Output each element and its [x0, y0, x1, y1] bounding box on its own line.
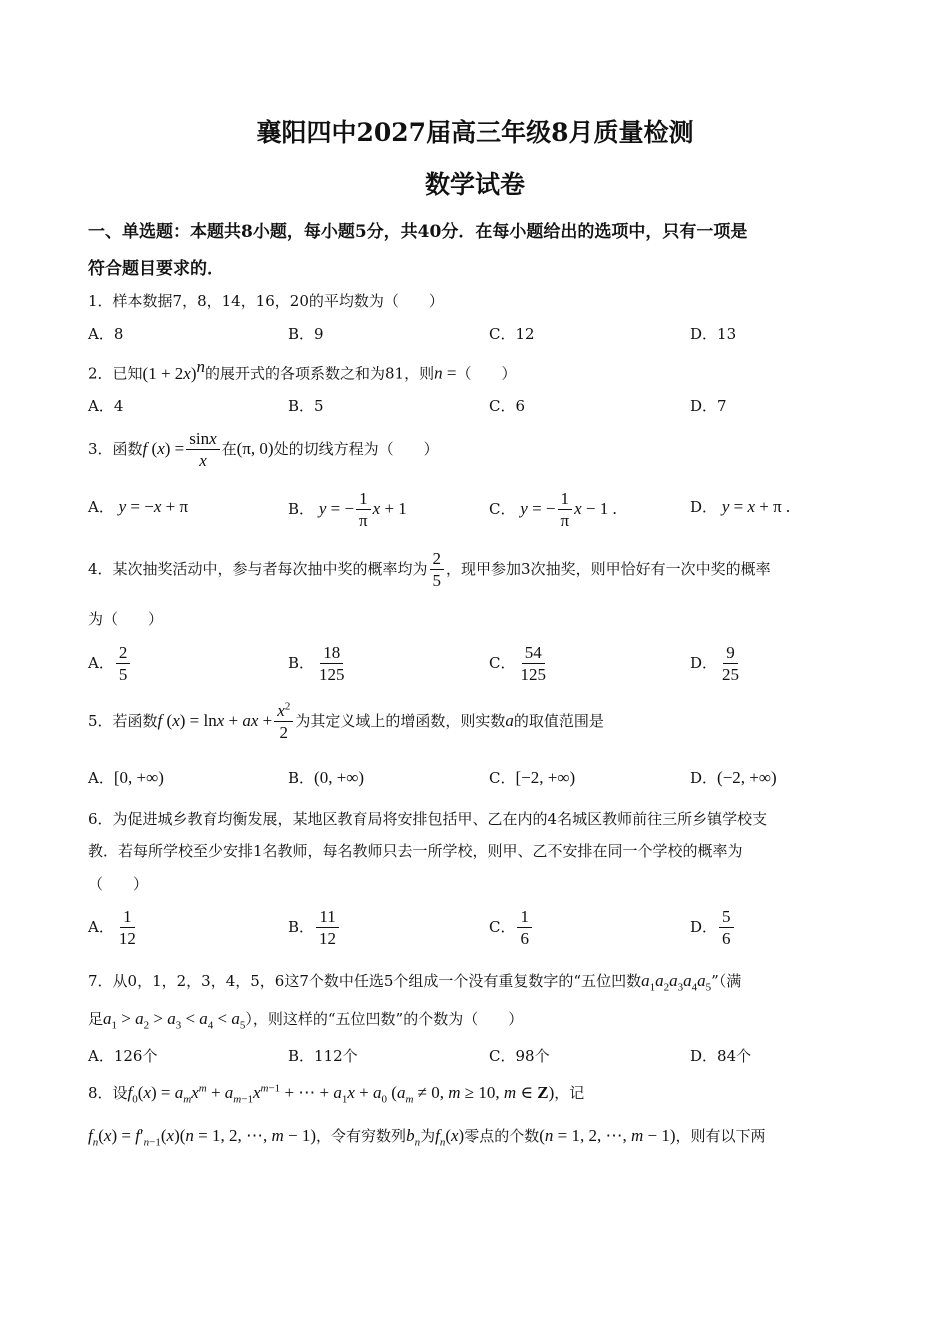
q3-point: (π, 0) — [236, 438, 274, 458]
q6-option-c — [489, 906, 534, 950]
question-4-stem-line2: 为（ ） — [88, 610, 164, 628]
q5-option-b — [288, 767, 364, 788]
q4-option-a — [88, 642, 132, 686]
q5-option-b-label: B． — [288, 769, 315, 787]
q3-option-d-expr: y = x + π . — [721, 497, 791, 516]
question-5-stem — [88, 700, 604, 744]
q3-option-c — [489, 488, 617, 532]
q2-option-d: D．7 — [690, 397, 727, 415]
q8-tail1: ，记 — [554, 1084, 585, 1102]
q4-option-d-label: D． — [690, 653, 718, 672]
q3-tail: 处的切线方程为（ ） — [273, 439, 439, 458]
q4-option-c — [489, 642, 551, 686]
q7-line2-tail: ），则这样的“五位凹数”的个数为（ ） — [245, 1010, 524, 1028]
q3-prefix: 3．函数 — [88, 439, 143, 458]
q2-mid-text: 的展开式的各项系数之和为81，则 — [205, 364, 435, 383]
q3-fraction: $\frac{\sin x}{x}$ — [186, 428, 219, 472]
question-4-stem-line1 — [88, 548, 771, 592]
q4-option-b-label: B． — [288, 653, 315, 672]
q4-option-d-fraction: $\frac{9}{25}$ — [722, 643, 740, 685]
q7-tail: ”（满 — [711, 972, 742, 990]
q2-option-c: C．6 — [489, 397, 526, 415]
q4-option-b — [288, 642, 350, 686]
q3-mid-text: 在 — [221, 439, 237, 458]
q5-option-c-label: C． — [489, 769, 516, 787]
q7-digits: $a_1a_2a_3a_4a_5$ — [641, 971, 712, 994]
q5-option-d-interval: (−2, +∞) — [717, 768, 777, 787]
q8-prefix: 8．设 — [88, 1084, 128, 1102]
question-3-stem — [88, 428, 439, 472]
q6-option-c-label: C． — [489, 917, 516, 936]
q6-option-a-label: A． — [88, 917, 114, 936]
q7-option-b: B．112个 — [288, 1047, 358, 1065]
q5-option-c-interval: [−2, +∞) — [515, 768, 576, 787]
q6-option-b-fraction: $\frac{11}{12}$ — [316, 906, 339, 950]
question-2-stem — [88, 357, 516, 384]
question-7-line2 — [88, 1008, 523, 1031]
section-heading-line2: 符合题目要求的． — [88, 259, 224, 279]
question-6-line2: 教．若每所学校至少安排1名教师，每名教师只去一所学校，则甲、乙不安排在同一个学校的概率为 — [88, 842, 743, 860]
q3-option-b-fraction: $\frac{1}{\pi}$ — [356, 488, 371, 532]
exam-title: 襄阳四中2027届高三年级8月质量检测 — [256, 118, 694, 147]
q8-tail2: ，则有以下两 — [675, 1127, 766, 1145]
q7-condition: $a_1 > a_2 > a_3 < a_4 < a_5$ — [103, 1009, 246, 1032]
q3-option-b-label: B． — [288, 499, 315, 518]
q4-tail: ，现甲参加3次抽奖，则甲恰好有一次中奖的概率 — [446, 559, 771, 578]
q1-option-d: D．13 — [690, 325, 737, 343]
q5-option-d-label: D． — [690, 769, 718, 787]
q5-var-a: a — [505, 710, 514, 730]
q6-option-a — [88, 906, 141, 950]
q2-n-var: n = — [434, 363, 457, 383]
q1-option-b: B．9 — [288, 325, 324, 343]
q3-option-c-rest: x − 1 . — [574, 498, 617, 518]
q3-option-b-rest: x + 1 — [372, 498, 407, 518]
q4-head: 4．某次抽奖活动中，参与者每次抽中奖的概率均为 — [88, 559, 428, 578]
q3-option-a — [88, 496, 188, 517]
q7-line2-head: 足 — [88, 1010, 104, 1028]
q3-option-b-expr: y = − — [318, 498, 355, 518]
q5-prefix: 5．若函数 — [88, 711, 158, 730]
question-8-line2 — [88, 1125, 766, 1148]
q6-option-b — [288, 906, 341, 950]
q7-option-c: C．98个 — [489, 1047, 550, 1065]
q6-option-d — [690, 906, 736, 950]
q5-function: f (x) = lnx + ax + — [157, 710, 273, 730]
q5-option-c — [489, 767, 575, 788]
q7-head: 7．从0，1，2，3，4，5，6这7个数中任选5个组成一个没有重复数字的“五位凹数 — [88, 972, 642, 990]
q6-option-c-fraction: $\frac{1}{6}$ — [517, 906, 532, 950]
q2-tail: （ ） — [456, 364, 517, 383]
q4-option-a-fraction: $\frac{2}{5}$ — [116, 642, 131, 686]
question-1-stem: 1．样本数据7，8，14，16，20的平均数为（ ） — [88, 292, 444, 310]
q3-option-d-label: D． — [690, 498, 718, 516]
question-6-line3: （ ） — [88, 875, 149, 893]
q8-derivative-def: $f_n(x) = f'_{n-1}(x)(n = 1$, 2, ⋯, m − 1) — [88, 1126, 317, 1149]
question-8-line1 — [88, 1082, 584, 1105]
section-heading-line1: 一、单选题：本题共8小题，每小题5分，共40分．在每小题给出的选项中，只有一项是 — [88, 222, 748, 242]
q3-option-c-fraction: $\frac{1}{\pi}$ — [558, 488, 573, 532]
q3-option-a-expr: y = −x + π — [118, 497, 189, 516]
q6-option-d-label: D． — [690, 917, 718, 936]
q1-option-a: A．8 — [88, 325, 124, 343]
q3-option-d — [690, 496, 790, 517]
q7-option-a: A．126个 — [88, 1047, 158, 1065]
q2-prefix: 2．已知 — [88, 364, 143, 383]
q5-option-a-label: A． — [88, 769, 114, 787]
q6-option-b-label: B． — [288, 917, 315, 936]
q3-function: f (x) = — [142, 438, 185, 458]
q5-fraction: $\frac{x^2}{2}$ — [274, 700, 293, 744]
q4-option-c-label: C． — [489, 653, 516, 672]
q8-mid2: ，令有穷数列 — [316, 1127, 407, 1145]
q5-option-d — [690, 767, 777, 788]
q4-option-d — [690, 642, 744, 686]
q8-fn: $f_n(x)$ — [435, 1126, 465, 1149]
q8-mid4: 零点的个数 — [464, 1127, 540, 1145]
q3-option-b — [288, 488, 407, 532]
q6-option-a-fraction: $\frac{1}{12}$ — [118, 907, 136, 949]
q5-option-b-interval: (0, +∞) — [314, 768, 365, 787]
q8-mid3: 为 — [420, 1127, 436, 1145]
q3-option-a-label: A． — [88, 498, 114, 516]
q4-option-b-fraction: $\frac{18}{125}$ — [319, 643, 345, 685]
q3-option-c-label: C． — [489, 499, 516, 518]
q5-option-a-interval: [0, +∞) — [113, 768, 164, 787]
q7-option-d: D．84个 — [690, 1047, 752, 1065]
q2-option-a: A．4 — [88, 397, 124, 415]
q2-expression: $(1 + 2x)^n$ — [142, 357, 206, 383]
q8-bn: $b_n$ — [406, 1126, 421, 1149]
q4-option-a-label: A． — [88, 653, 114, 672]
q8-polynomial: $f_0(x) = a_mx^m + a_{m-1}x^{m-1}$ + ⋯ + $a_1x + a_0$ ($a_m \ne 0$, m ≥ 10, m ∈ Z) — [127, 1082, 555, 1106]
q1-option-c: C．12 — [489, 325, 535, 343]
exam-subtitle: 数学试卷 — [424, 170, 525, 199]
q5-tail: 为其定义域上的增函数，则实数 — [295, 711, 506, 730]
q5-tail2: 的取值范围是 — [513, 711, 604, 730]
q8-range: (n = 1, 2, ⋯, m − 1) — [539, 1126, 676, 1145]
question-7-line1 — [88, 970, 741, 993]
q4-probability: $\frac{2}{5}$ — [430, 548, 445, 592]
q6-option-d-fraction: $\frac{5}{6}$ — [719, 906, 734, 950]
q2-option-b: B．5 — [288, 397, 324, 415]
q5-option-a — [88, 767, 164, 788]
q3-option-c-expr: y = − — [520, 498, 556, 518]
q4-option-c-fraction: $\frac{54}{125}$ — [520, 643, 546, 685]
question-6-line1: 6．为促进城乡教育均衡发展，某地区教育局将安排包括甲、乙在内的4名城区教师前往三所乡镇学校支 — [88, 810, 768, 828]
